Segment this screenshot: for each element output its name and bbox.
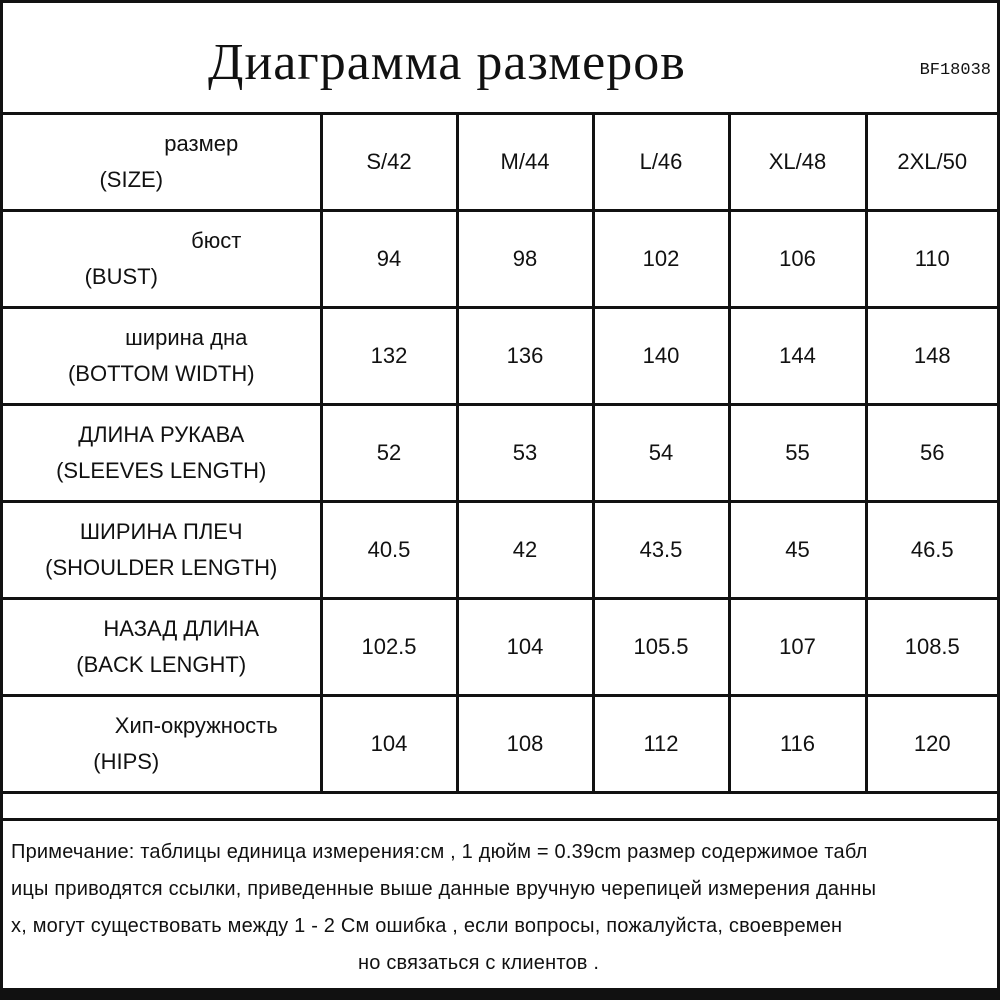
row-label-cell <box>3 211 321 308</box>
row-label-ru: бюст <box>191 228 242 253</box>
row-label-cell <box>3 696 321 793</box>
table-cell: 140 <box>593 308 729 405</box>
table-cell: 94 <box>321 211 457 308</box>
table-cell: 107 <box>729 599 866 696</box>
table-cell: 112 <box>593 696 729 793</box>
note-section <box>3 818 997 991</box>
table-cell: 42 <box>457 502 593 599</box>
size-header-cell: L/46 <box>593 115 729 211</box>
table-cell: 108.5 <box>866 599 997 696</box>
table-cell: 106 <box>729 211 866 308</box>
table-cell: 132 <box>321 308 457 405</box>
table-cell: 148 <box>866 308 997 405</box>
product-code: BF18038 <box>919 61 991 80</box>
table-cell: 55 <box>729 405 866 502</box>
row-label-ru: ДЛИНА РУКАВА <box>78 422 245 447</box>
note-line: Примечание: таблицы единица измерения:см , 1 дюйм = 0.39cm размер содержимое табл <box>11 841 868 863</box>
table-cell: 136 <box>457 308 593 405</box>
title-row <box>3 3 997 115</box>
header-label-en: (SIZE) <box>99 167 164 192</box>
table-cell: 120 <box>866 696 997 793</box>
table-cell: 46.5 <box>866 502 997 599</box>
table-cell: 53 <box>457 405 593 502</box>
row-label-cell <box>3 308 321 405</box>
size-header-cell: S/42 <box>321 115 457 211</box>
size-header-cell: M/44 <box>457 115 593 211</box>
table-cell: 144 <box>729 308 866 405</box>
table-cell: 102 <box>593 211 729 308</box>
row-label-ru: ширина дна <box>125 325 248 350</box>
table-cell: 108 <box>457 696 593 793</box>
row-label-en: (SLEEVES LENGTH) <box>56 458 267 483</box>
table-cell: 110 <box>866 211 997 308</box>
table-cell: 40.5 <box>321 502 457 599</box>
row-label-ru: Хип-окружность <box>114 713 278 738</box>
size-header-cell: XL/48 <box>729 115 866 211</box>
row-label-ru: НАЗАД ДЛИНА <box>103 616 260 641</box>
table-header-row <box>3 115 997 211</box>
table-cell: 105.5 <box>593 599 729 696</box>
row-label-en: (HIPS) <box>93 749 160 774</box>
header-label-ru: размер <box>164 131 239 156</box>
row-label-cell <box>3 599 321 696</box>
table-cell: 104 <box>457 599 593 696</box>
table-row <box>3 502 997 599</box>
table-cell: 45 <box>729 502 866 599</box>
table-cell: 98 <box>457 211 593 308</box>
note-line: х, могут существовать между 1 - 2 См ошибка , если вопросы, пожалуйста, своевремен <box>11 915 843 937</box>
header-label-cell <box>3 115 321 211</box>
row-label-cell <box>3 502 321 599</box>
bottom-bar <box>0 988 1000 1000</box>
row-label-en: (BACK LENGHT) <box>76 652 247 677</box>
size-header-cell: 2XL/50 <box>866 115 997 211</box>
table-cell: 104 <box>321 696 457 793</box>
table-row <box>3 405 997 502</box>
table-cell: 56 <box>866 405 997 502</box>
row-label-en: (SHOULDER LENGTH) <box>45 555 278 580</box>
table-row <box>3 696 997 793</box>
table-row <box>3 308 997 405</box>
note-line: ицы приводятся ссылки, приведенные выше данные вручную черепицей измерения данны <box>11 878 877 900</box>
table-cell: 102.5 <box>321 599 457 696</box>
row-label-cell <box>3 405 321 502</box>
table-row <box>3 211 997 308</box>
note-line: но связаться с клиентов . <box>358 952 600 974</box>
row-label-ru: ШИРИНА ПЛЕЧ <box>79 519 243 544</box>
page-title: Диаграмма размеров <box>208 34 686 91</box>
table-row <box>3 599 997 696</box>
row-label-en: (BUST) <box>84 264 158 289</box>
row-label-en: (BOTTOM WIDTH) <box>67 361 255 386</box>
size-table <box>3 115 997 794</box>
table-cell: 116 <box>729 696 866 793</box>
table-cell: 43.5 <box>593 502 729 599</box>
table-cell: 52 <box>321 405 457 502</box>
table-cell: 54 <box>593 405 729 502</box>
